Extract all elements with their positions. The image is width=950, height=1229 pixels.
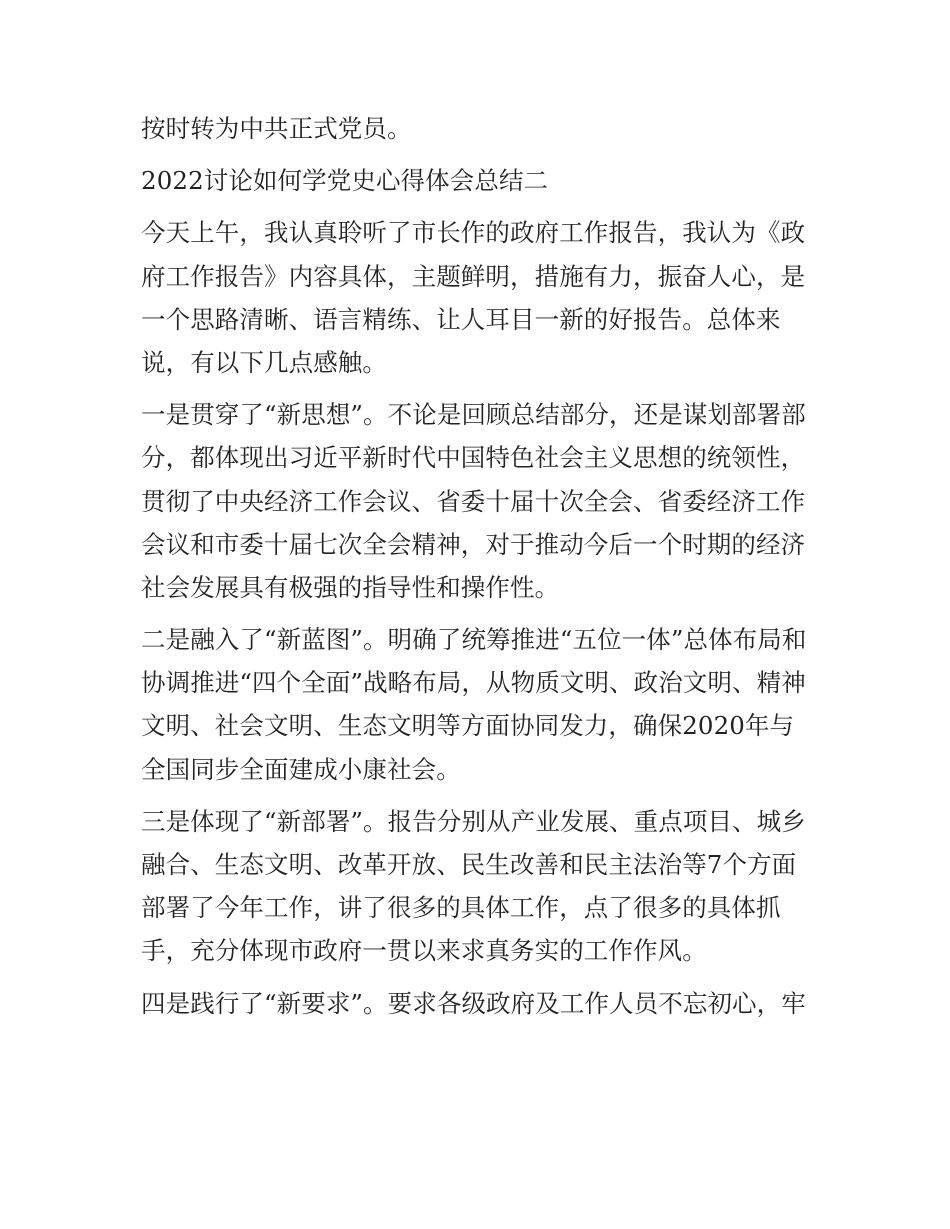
section-heading [141,159,821,202]
paragraph-point-four [141,982,821,1025]
paragraph-point-two [141,618,821,791]
paragraph-closing-line [141,107,821,150]
text-line: 今天上午，我认真聆听了市长作的政府工作报告，我认为《政 [141,218,806,248]
paragraph-point-three [141,800,821,973]
heading-line: 2022讨论如何学党史心得体会总结二 [141,166,549,196]
text-line: 一是贯穿了“新思想”。不论是回顾总结部分，还是谋划部署部 [141,400,806,430]
text-line: 二是融入了“新蓝图”。明确了统筹推进“五位一体”总体布局和 [141,625,807,655]
text-line: 按时转为中共正式党员。 [141,114,412,143]
text-line: 全国同步全面建成小康社会。 [141,754,461,784]
text-line: 贯彻了中央经济工作会议、省委十届十次全会、省委经济工作 [141,486,806,516]
text-line: 一个思路清晰、语言精练、让人耳目一新的好报告。总体来 [141,304,781,334]
text-line: 协调推进“四个全面”战略布局，从物质文明、政治文明、精神 [141,668,806,698]
paragraph-point-one [141,393,821,609]
text-line: 手，充分体现市政府一贯以来求真务实的工作作风。 [141,936,707,966]
text-line: 部署了今年工作，讲了很多的具体工作，点了很多的具体抓 [141,893,781,923]
text-line: 说，有以下几点感触。 [141,347,387,377]
text-line: 文明、社会文明、生态文明等方面协同发力，确保2020年与 [141,711,795,741]
text-line: 府工作报告》内容具体，主题鲜明，措施有力，振奋人心，是 [141,261,806,291]
document-body [141,107,821,1025]
text-line: 会议和市委十届七次全会精神，对于推动今后一个时期的经济 [141,529,806,559]
text-line: 三是体现了“新部署”。报告分别从产业发展、重点项目、城乡 [141,806,806,836]
paragraph-intro [141,211,821,384]
text-line: 融合、生态文明、改革开放、民生改善和民主法治等7个方面 [141,850,797,879]
text-line: 四是践行了“新要求”。要求各级政府及工作人员不忘初心，牢 [141,988,806,1018]
text-line: 分，都体现出习近平新时代中国特色社会主义思想的统领性， [141,443,806,473]
text-line: 社会发展具有极强的指导性和操作性。 [141,572,560,602]
